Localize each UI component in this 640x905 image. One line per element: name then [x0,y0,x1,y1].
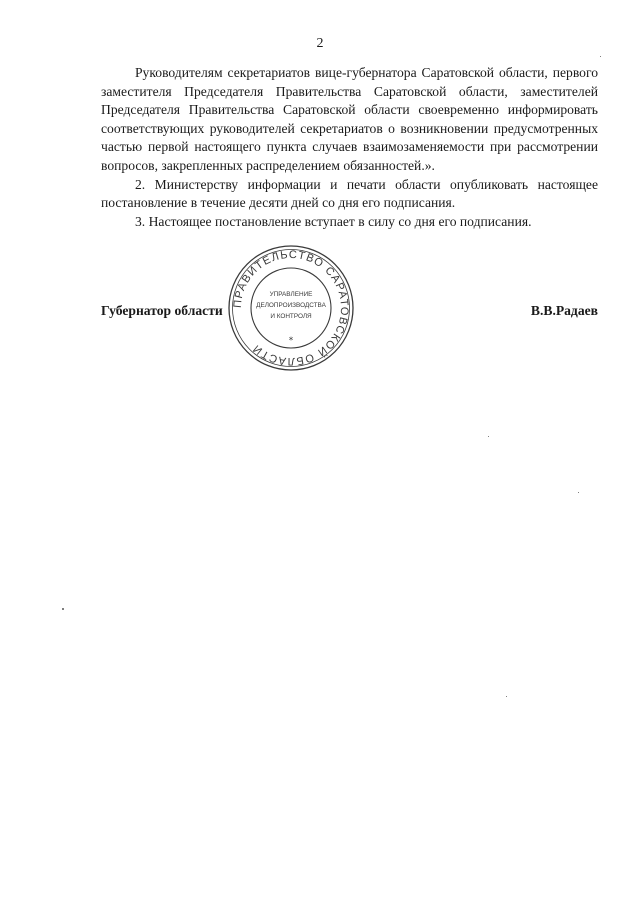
paragraph-secretariats: Руководителям секретариатов вице-губернатора Саратовской области, первого заместителя Председателя Правительства Саратовской области, заместителей Председателя Правительства Саратовской области своевременно информировать соответствующих руководителей секретариатов о возникновении предусмотренных частью первой настоящего пункта случаев взаимозаменяемости при рассмотрении вопросов, закрепленных распределением обязанностей.». [101,65,598,173]
official-seal [226,243,356,373]
scan-speck [488,436,489,437]
seal-inner-line-3: И КОНТРОЛЯ [270,313,312,320]
seal-inner-line-1: УПРАВЛЕНИЕ [269,291,313,298]
paragraph-effective-date: 3. Настоящее постановление вступает в силу со дня его подписания. [135,213,532,229]
paragraph-publication: 2. Министерству информации и печати области опубликовать настоящее постановление в течение десяти дней со дня его подписания. [101,176,598,211]
signatory-position: Губернатор области [101,303,223,318]
seal-outer-text: ПРАВИТЕЛЬСТВО САРАТОВСКОЙ ОБЛАСТИ [231,248,351,368]
document-body [101,64,598,231]
seal-star-icon: * [288,336,294,346]
seal-inner-line-2: ДЕЛОПРОИЗВОДСТВА [256,302,326,309]
scan-speck [506,696,507,697]
scan-speck [600,56,601,57]
page-number: 2 [316,36,324,51]
scan-speck [578,492,579,493]
scan-speck [62,608,64,610]
signatory-name: В.В.Радаев [530,303,598,318]
